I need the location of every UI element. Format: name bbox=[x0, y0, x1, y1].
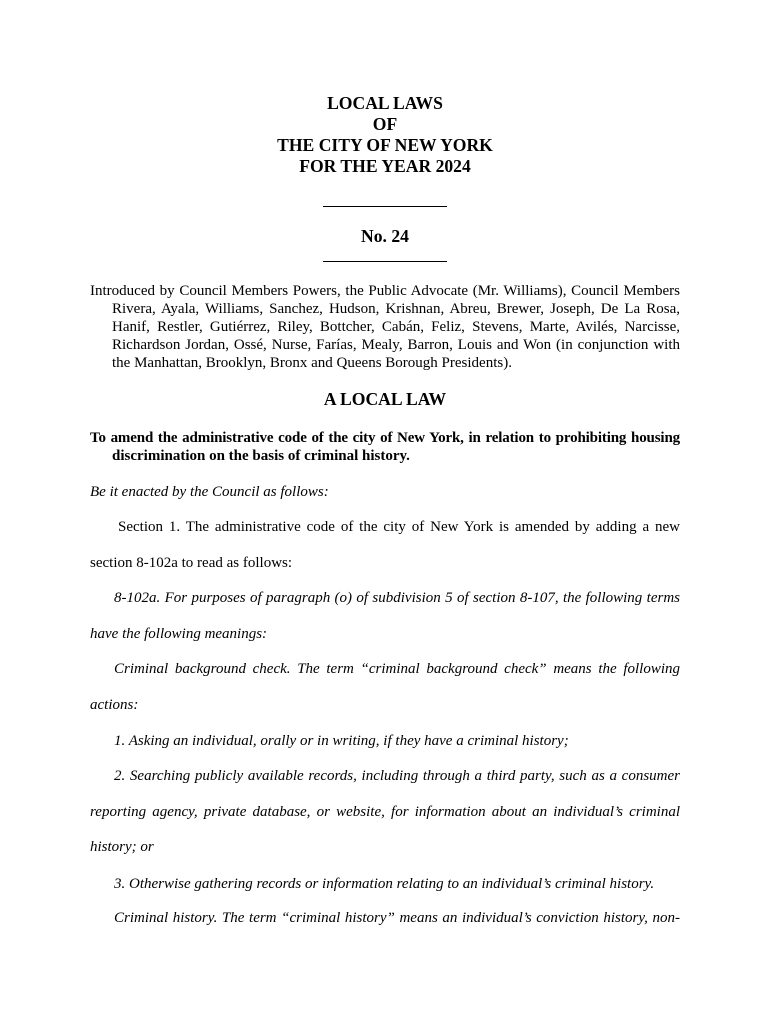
body-line: 2. Searching publicly available records, including through a third party, such as a consumer bbox=[114, 768, 680, 784]
body-line: Criminal background check. The term “criminal background check” means the following bbox=[114, 661, 680, 677]
body-line: history; or bbox=[90, 839, 154, 855]
body-line: Section 1. The administrative code of the city of New York is amended by adding a new bbox=[118, 519, 680, 535]
law-title-line: discrimination on the basis of criminal history. bbox=[112, 448, 410, 464]
introduced-by-line: the Manhattan, Brooklyn, Bronx and Queens Borough Presidents). bbox=[112, 355, 512, 371]
body-line: actions: bbox=[90, 697, 139, 713]
body-line: reporting agency, private database, or website, for information about an individual’s criminal bbox=[90, 804, 680, 820]
introduced-by-line: Richardson Jordan, Ossé, Nurse, Farías, Mealy, Barron, Louis and Won (in conjunction with bbox=[112, 337, 680, 353]
header-line-city: THE CITY OF NEW YORK bbox=[277, 135, 493, 155]
introduced-by-line: Hanif, Restler, Gutiérrez, Riley, Bottcher, Cabán, Feliz, Stevens, Marte, Avilés, Narcisse, bbox=[112, 319, 680, 335]
enacting-clause: Be it enacted by the Council as follows: bbox=[90, 484, 329, 500]
law-title-line: To amend the administrative code of the city of New York, in relation to prohibiting housing bbox=[90, 430, 680, 446]
header-line-of: OF bbox=[372, 114, 398, 134]
body-line: section 8-102a to read as follows: bbox=[90, 555, 293, 571]
body-line: 1. Asking an individual, orally or in writing, if they have a criminal history; bbox=[114, 733, 569, 749]
title-rule-top bbox=[323, 206, 447, 207]
body-line: Criminal history. The term “criminal history” means an individual’s conviction history, non- bbox=[114, 910, 680, 926]
body-line: 8-102a. For purposes of paragraph (o) of subdivision 5 of section 8-107, the following terms bbox=[114, 590, 680, 606]
header-line-local-laws: LOCAL LAWS bbox=[327, 93, 443, 113]
introduced-by-line: Rivera, Ayala, Williams, Sanchez, Hudson, Krishnan, Abreu, Brewer, Joseph, De La Rosa, bbox=[112, 301, 680, 317]
introduced-by-line: Introduced by Council Members Powers, the Public Advocate (Mr. Williams), Council Members bbox=[90, 283, 680, 299]
local-law-heading: A LOCAL LAW bbox=[323, 389, 447, 409]
body-line: 3. Otherwise gathering records or information relating to an individual’s criminal history. bbox=[114, 876, 655, 892]
header-line-year: FOR THE YEAR 2024 bbox=[299, 156, 471, 176]
body-line: have the following meanings: bbox=[90, 626, 268, 642]
law-number: No. 24 bbox=[361, 226, 409, 246]
title-rule-bottom bbox=[323, 261, 447, 262]
